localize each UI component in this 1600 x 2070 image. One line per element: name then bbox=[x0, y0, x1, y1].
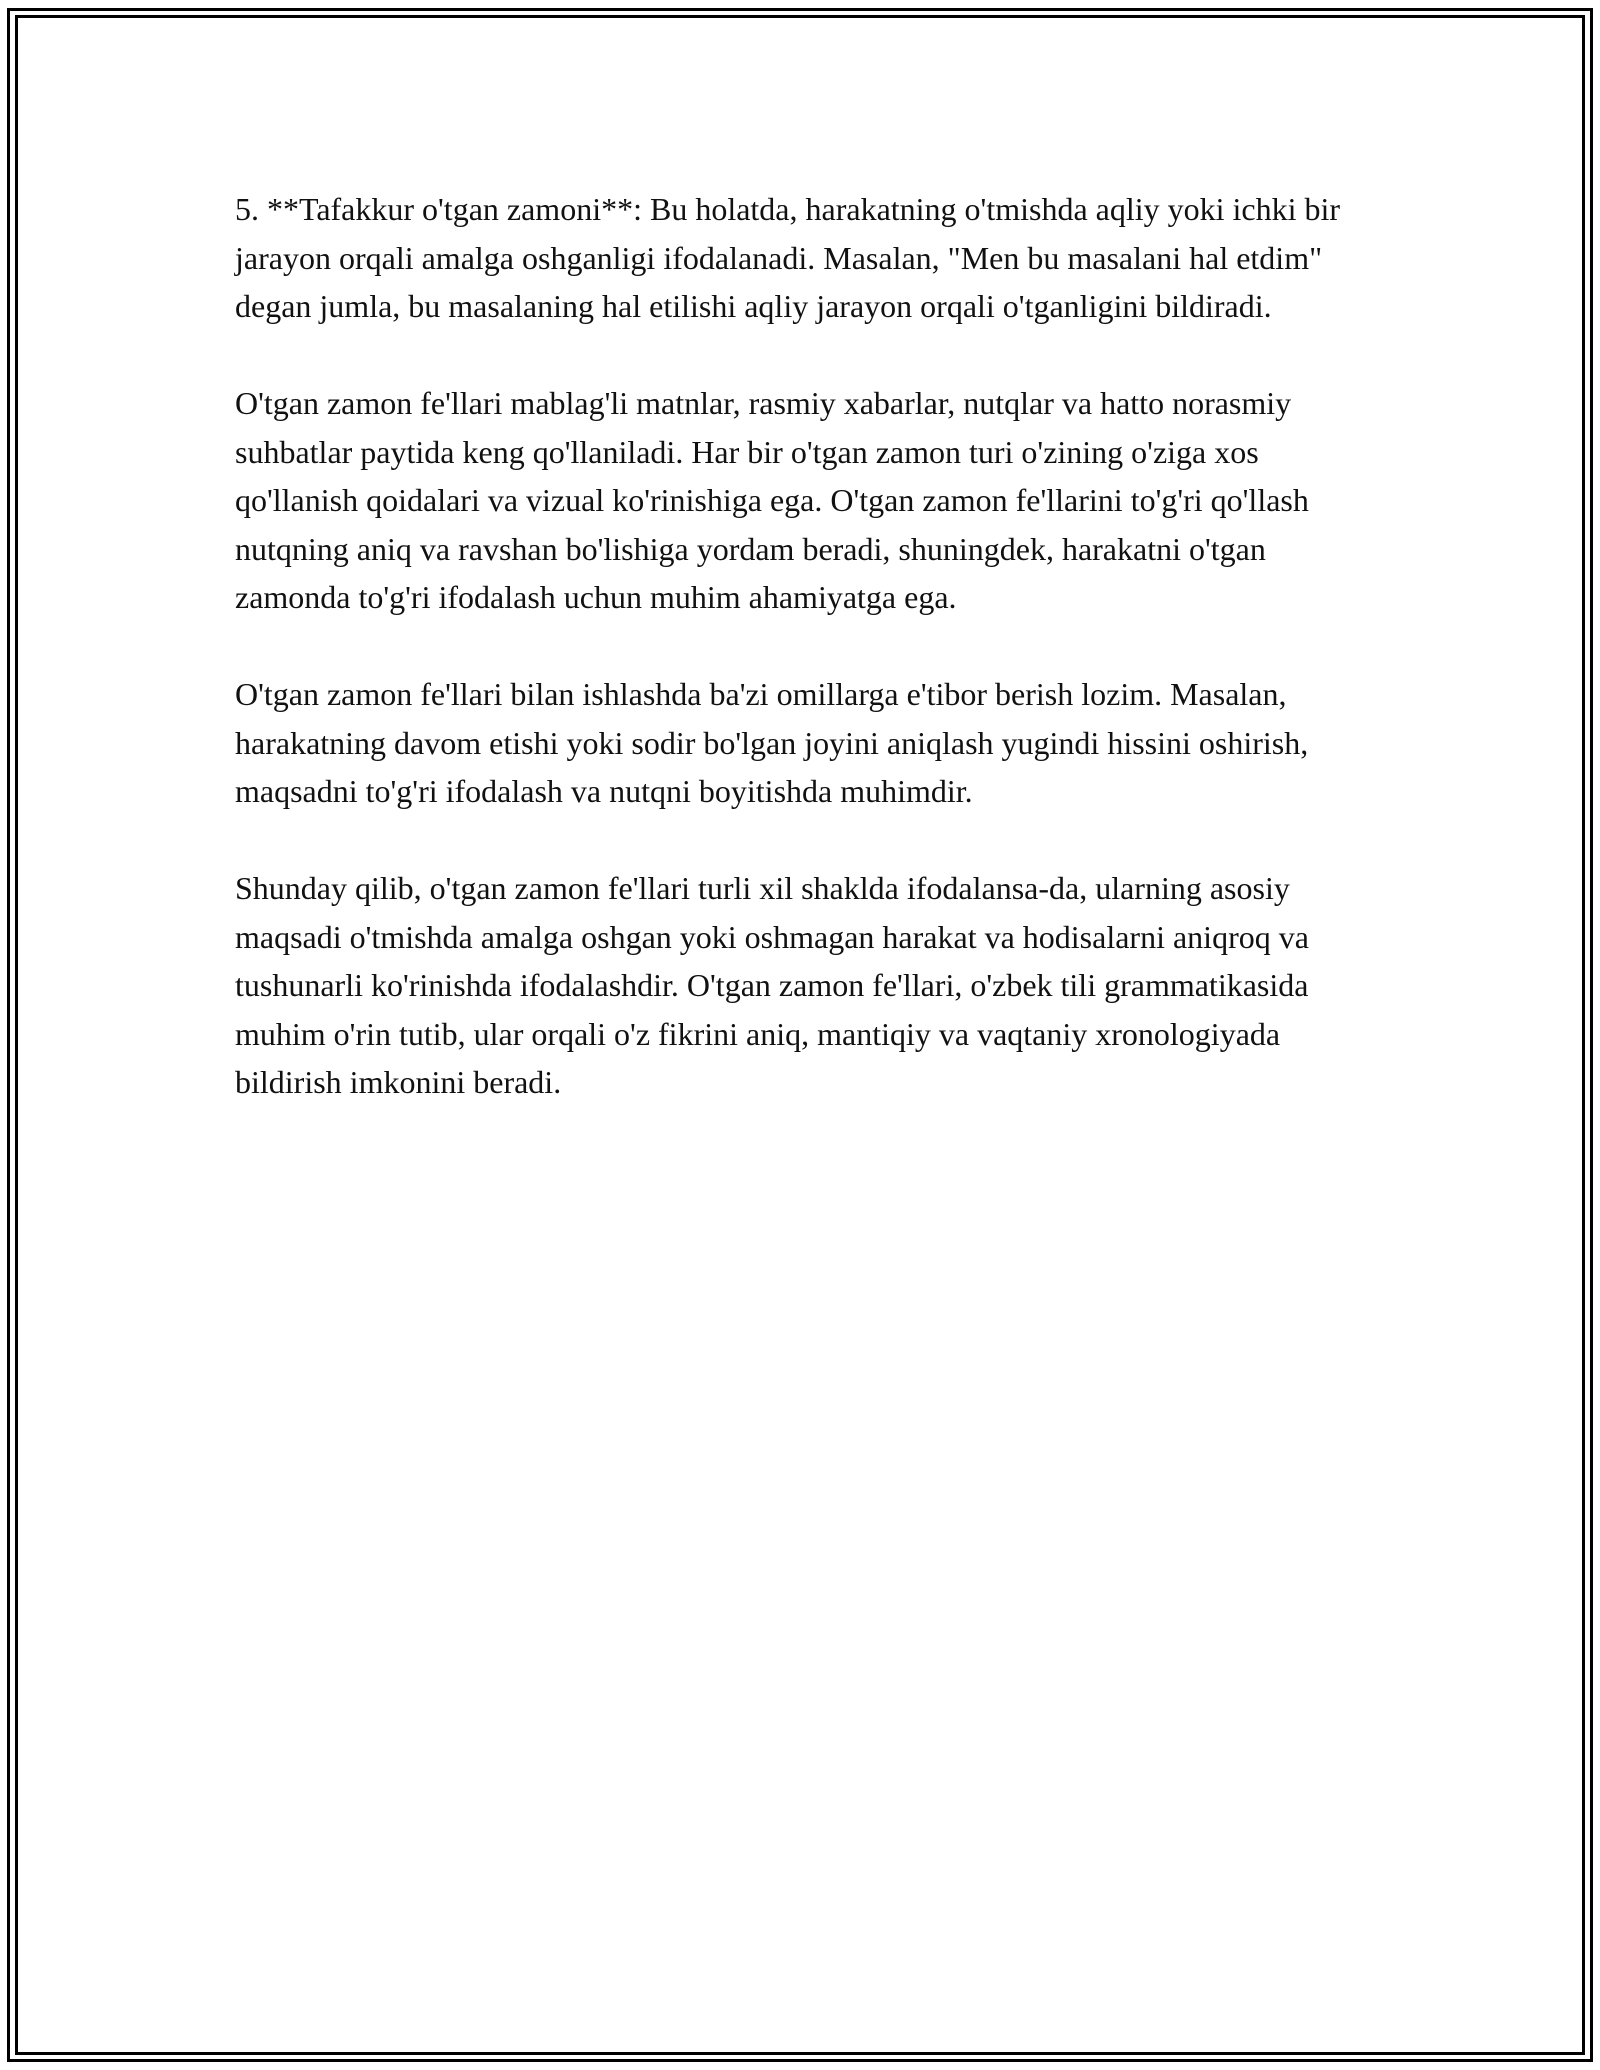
paragraph-working-factors: O'tgan zamon fe'llari bilan ishlashda ba'zi omillarga e'tibor berish lozim. Masalan, harakatning davom etishi yoki sodir bo'lgan joyini aniqlash yugindi hissini oshirish, maqsadni to'g'ri ifodalash va nutqni boyitishda muhimdir. bbox=[235, 676, 1309, 809]
paragraph-conclusion: Shunday qilib, o'tgan zamon fe'llari turli xil shaklda ifodalansa-da, ularning asosiy maqsadi o'tmishda amalga oshgan yoki oshmagan harakat va hodisalarni aniqroq va tushunarli ko'rinishda ifodalashdir. O'tgan zamon fe'llari, o'zbek tili grammatikasida muhim o'rin tutib, ular orqali o'z fikrini aniq, mantiqiy va vaqtaniy xronologiyada bildirish imkonini beradi. bbox=[235, 870, 1309, 1100]
paragraph-past-tense-usage: O'tgan zamon fe'llari mablag'li matnlar, rasmiy xabarlar, nutqlar va hatto norasmiy suhbatlar paytida keng qo'llaniladi. Har bir o'tgan zamon turi o'zining o'ziga xos qo'llanish qoidalari va vizual ko'rinishiga ega. O'tgan zamon fe'llarini to'g'ri qo'llash nutqning aniq va ravshan bo'lishiga yordam beradi, shuningdek, harakatni o'tgan zamonda to'g'ri ifodalash uchun muhim ahamiyatga ega. bbox=[235, 385, 1309, 615]
paragraph-tafakkur-past-tense: 5. **Tafakkur o'tgan zamoni**: Bu holatda, harakatning o'tmishda aqliy yoki ichki bir jarayon orqali amalga oshganligi ifodalanadi. Masalan, "Men bu masalani hal etdim" degan jumla, bu masalaning hal etilishi aqliy jarayon orqali o'tganligini bildiradi. bbox=[235, 191, 1341, 324]
document-body bbox=[235, 185, 1365, 1155]
